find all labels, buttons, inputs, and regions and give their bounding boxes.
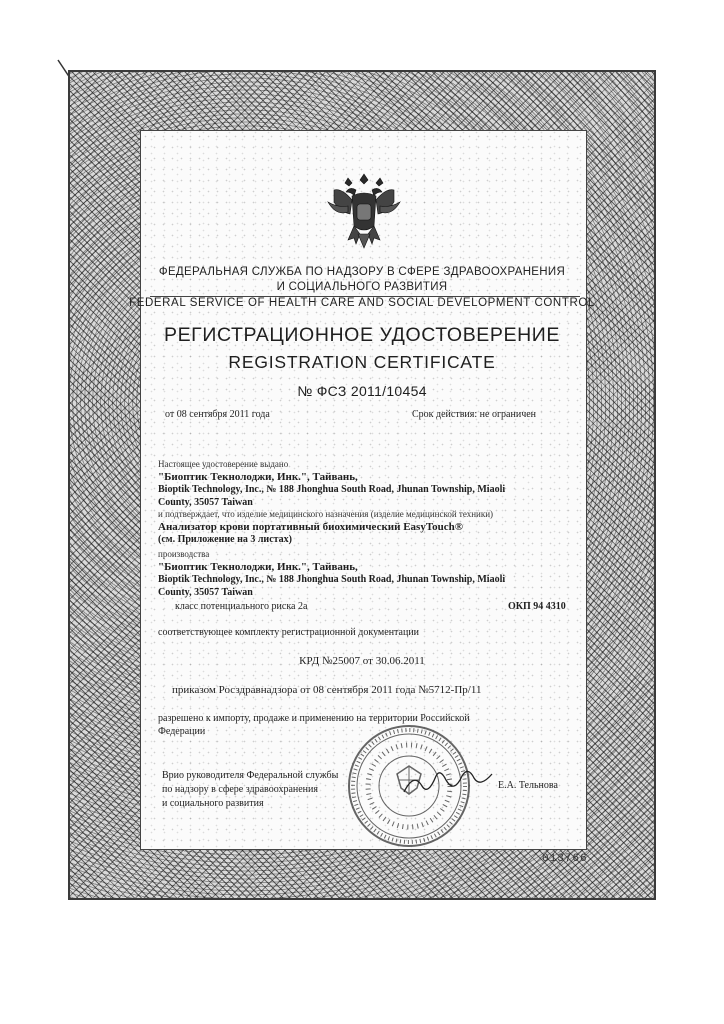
krd-reference: КРД №25007 от 30.06.2011 — [299, 655, 425, 667]
corresponds-documentation: соответствующее комплекту регистрационной документации — [158, 627, 420, 638]
validity-period: Срок действия: не ограничен — [412, 409, 537, 420]
manufacturer-address-en-line1: Bioptik Technology, Inc., № 188 Jhonghua South Road, Jhunan Township, Miaoli — [158, 574, 506, 585]
issued-to-label: Настоящее удостоверение выдано — [158, 459, 289, 469]
manufacturer-name-ru: "Биоптик Текнолоджи, Инк.", Тайвань, — [158, 561, 358, 573]
confirms-label: и подтверждает, что изделие медицинского назначения (изделие медицинской техники) — [158, 509, 494, 519]
manufacturer-label: производства — [158, 549, 210, 559]
holder-address-en-line1: Bioptik Technology, Inc., № 188 Jhonghua South Road, Jhunan Township, Miaoli — [158, 484, 506, 495]
holder-address-en-line2: County, 35057 Taiwan — [158, 497, 253, 508]
certificate-title-ru: РЕГИСТРАЦИОННОЕ УДОСТОВЕРЕНИЕ — [163, 324, 561, 346]
agency-name-ru-line1: ФЕДЕРАЛЬНАЯ СЛУЖБА ПО НАДЗОРУ В СФЕРЕ ЗДРАВООХРАНЕНИЯ — [158, 266, 566, 278]
handwritten-signature — [400, 766, 496, 800]
product-name: Анализатор крови портативный биохимический EasyTouch® — [158, 521, 463, 533]
manufacturer-address-en-line2: County, 35057 Taiwan — [158, 587, 253, 598]
certificate-title-en: REGISTRATION CERTIFICATE — [228, 352, 496, 372]
order-reference: приказом Росздравнадзора от 08 сентября 2011 года №5712-Пр/11 — [172, 684, 482, 696]
risk-class: класс потенциального риска 2а — [175, 601, 308, 612]
appendix-note: (см. Приложение на 3 листах) — [158, 534, 292, 545]
agency-name-ru-line2: И СОЦИАЛЬНОГО РАЗВИТИЯ — [276, 281, 448, 293]
signatory-title-line1: Врио руководителя Федеральной службы — [162, 770, 339, 781]
agency-name-en: FEDERAL SERVICE OF HEALTH CARE AND SOCIAL DEVELOPMENT CONTROL — [129, 297, 595, 309]
form-serial-number: 013766 — [542, 853, 588, 865]
signatory-name: Е.А. Тельнова — [498, 780, 558, 791]
permission-line1: разрешено к импорту, продаже и применению на территории Российской — [158, 713, 470, 724]
issue-date: от 08 сентября 2011 года — [165, 409, 270, 420]
coat-of-arms-emblem — [326, 168, 402, 254]
signatory-title-line2: по надзору в сфере здравоохранения — [162, 784, 318, 795]
okp-code: ОКП 94 4310 — [508, 601, 566, 612]
permission-line2: Федерации — [158, 726, 206, 737]
signatory-title-line3: и социального развития — [162, 798, 264, 809]
holder-name-ru: "Биоптик Текнолоджи, Инк.", Тайвань, — [158, 471, 358, 483]
certificate-number: № ФСЗ 2011/10454 — [297, 383, 427, 399]
